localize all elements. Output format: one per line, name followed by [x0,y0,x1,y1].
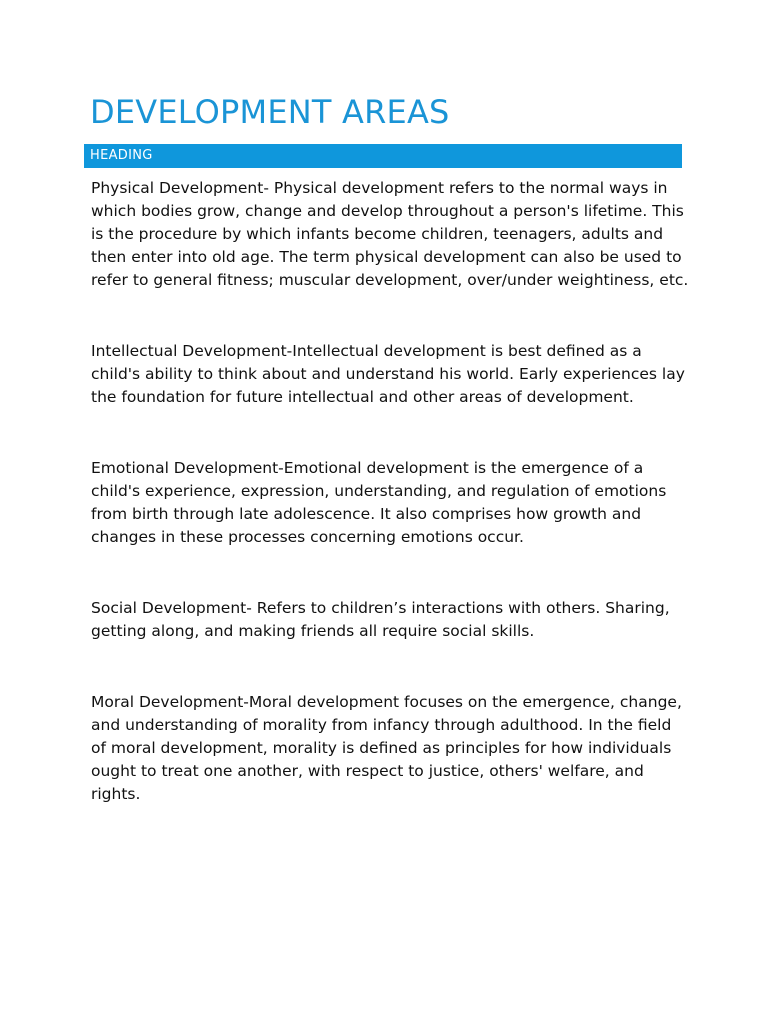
heading-label: HEADING [90,148,153,163]
document-body [91,177,691,806]
page-title: DEVELOPMENT AREAS [90,93,450,131]
paragraph-physical-development: Physical Development- Physical development refers to the normal ways in which bodies grow, change and develop throughout a person's lifetime. This is the procedure by which infants become children, teenagers, adults and then enter into old age. The term physical development can also be used to refer to general fitness; muscular development, over/under weightiness, etc. [91,179,689,289]
heading-bar [84,144,682,168]
paragraph-moral-development: Moral Development-Moral development focuses on the emergence, change, and understanding of morality from infancy through adulthood. In the field of moral development, morality is defined as principles for how individuals ought to treat one another, with respect to justice, others' welfare, and rights. [91,693,682,803]
paragraph-social-development: Social Development- Refers to children’s interactions with others. Sharing, getting along, and making friends all require social skills. [91,599,670,640]
paragraph-intellectual-development: Intellectual Development-Intellectual development is best defined as a child's ability to think about and understand his world. Early experiences lay the foundation for future intellectual and other areas of development. [91,342,685,406]
paragraph-emotional-development: Emotional Development-Emotional development is the emergence of a child's experience, expression, understanding, and regulation of emotions from birth through late adolescence. It also comprises how growth and changes in these processes concerning emotions occur. [91,459,667,546]
